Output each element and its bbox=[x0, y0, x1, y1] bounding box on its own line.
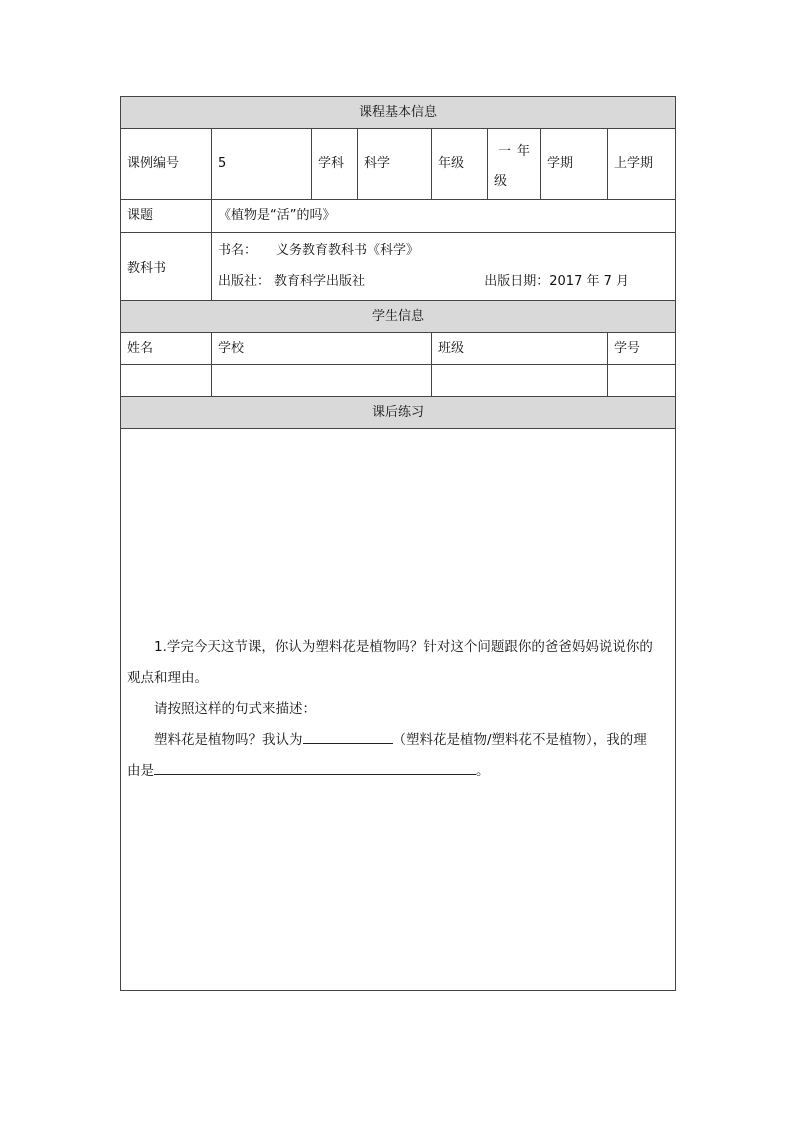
course-id-label: 课例编号 bbox=[121, 129, 212, 200]
student-school-field[interactable] bbox=[212, 365, 432, 397]
template-part-1: 塑料花是植物吗？我认为 bbox=[154, 732, 303, 748]
student-number-field[interactable] bbox=[608, 365, 676, 397]
answer-template-continued bbox=[127, 756, 669, 787]
grade-value-a: 一 bbox=[498, 144, 512, 159]
question-1: 1.学完今天这节课，你认为塑料花是植物吗？针对这个问题跟你的爸爸妈妈说说你的 bbox=[154, 639, 653, 655]
topic-label: 课题 bbox=[121, 200, 212, 233]
answer-blank-reason[interactable] bbox=[154, 760, 476, 775]
template-part-2: （塑料花是植物/塑料花不是植物），我的理 bbox=[392, 732, 647, 748]
student-class-field[interactable] bbox=[432, 365, 608, 397]
template-end: 。 bbox=[476, 763, 490, 779]
template-part-3: 由是 bbox=[127, 763, 154, 779]
answer-blank-choice[interactable] bbox=[303, 729, 393, 744]
student-number-label: 学号 bbox=[608, 333, 676, 365]
publisher-value: 教育科学出版社 bbox=[274, 274, 366, 289]
grade-label: 年级 bbox=[432, 129, 488, 200]
term-label: 学期 bbox=[541, 129, 608, 200]
lesson-info-table bbox=[120, 96, 676, 991]
grade-value-b: 年 bbox=[516, 144, 530, 159]
answer-template bbox=[127, 725, 669, 756]
publisher-label: 出版社： bbox=[218, 274, 271, 289]
pub-date-value: 2017 年 7 月 bbox=[549, 274, 630, 289]
book-name-value: 义务教育教科书《科学》 bbox=[276, 243, 420, 258]
grade-value bbox=[488, 129, 541, 200]
section-header-student-info: 学生信息 bbox=[121, 301, 676, 333]
student-school-label: 学校 bbox=[212, 333, 432, 365]
textbook-details bbox=[212, 233, 676, 301]
section-header-homework: 课后练习 bbox=[121, 397, 676, 429]
homework-content bbox=[121, 429, 676, 991]
answer-instruction: 请按照这样的句式来描述： bbox=[154, 701, 316, 717]
student-name-label: 姓名 bbox=[121, 333, 212, 365]
publication-date bbox=[484, 272, 629, 292]
subject-value: 科学 bbox=[358, 129, 432, 200]
question-1-continued: 观点和理由。 bbox=[127, 670, 208, 686]
student-class-label: 班级 bbox=[432, 333, 608, 365]
book-name-label: 书名： bbox=[218, 243, 258, 258]
topic-value: 《植物是“活”的吗》 bbox=[212, 200, 676, 233]
term-value: 上学期 bbox=[608, 129, 676, 200]
grade-value-c: 级 bbox=[494, 174, 508, 189]
subject-label: 学科 bbox=[312, 129, 358, 200]
textbook-label: 教科书 bbox=[121, 233, 212, 301]
student-name-field[interactable] bbox=[121, 365, 212, 397]
section-header-basic-info: 课程基本信息 bbox=[121, 97, 676, 129]
pub-date-label: 出版日期： bbox=[484, 274, 550, 289]
course-id-value: 5 bbox=[212, 129, 312, 200]
